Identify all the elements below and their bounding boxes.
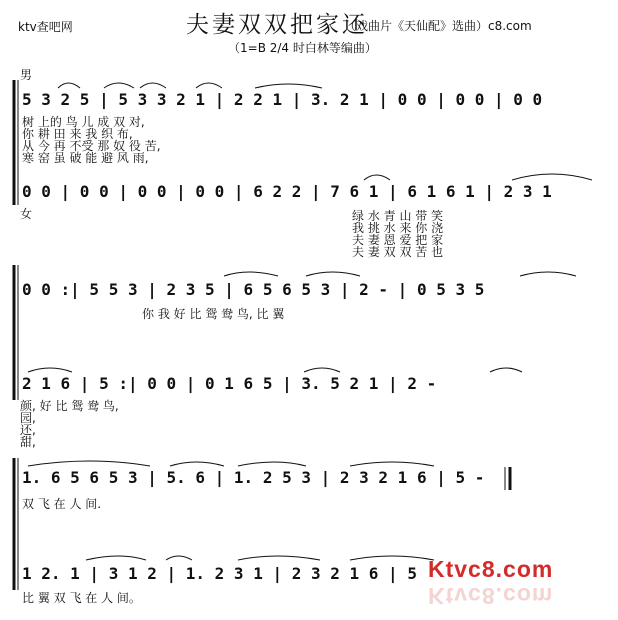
male-part-label: 男 [20, 68, 33, 82]
female-lyric-verse-2: 我 挑 水 来 你 浇 [352, 221, 444, 235]
duet-lyric-row-3: 比 翼 双 飞 在 人 间。 [22, 591, 141, 605]
song-key-and-arranger: （1=B 2/4 时白林等编曲） [228, 41, 377, 55]
male-melody-row-2: 0 0 :| 5 5 3 | 2 3 5 | 6 5 6 5 3 | 2 - | 0 5 3 5 [22, 280, 485, 299]
male-melody-row-1: 5 3 2 5 | 5 3 3 2 1 | 2 2 1 | 3. 2 1 | 0 0 | 0 0 | 0 0 [22, 90, 543, 109]
duet-melody-row-3: 1 2. 1 | 3 1 2 | 1. 2 3 1 | 2 3 2 1 6 | 5 [22, 564, 417, 583]
female-lyric-row-2-verse-3: 还, [20, 423, 36, 437]
male-lyric-verse-2: 你 耕 田 来 我 织 布, [22, 127, 133, 141]
site-name: ktv查吧网 [18, 20, 73, 34]
watermark-logo [428, 556, 594, 609]
song-source-note: （戏曲片《天仙配》选曲）c8.com [344, 19, 532, 33]
female-lyric-verse-4: 夫 妻 双 双 苦 也 [352, 245, 444, 259]
male-lyric-row-3: 双 飞 在 人 间. [22, 497, 102, 511]
female-lyric-row-2-verse-4: 甜, [20, 435, 36, 449]
female-part-label: 女 [20, 207, 33, 221]
male-lyric-verse-4: 寒 窑 虽 破 能 避 风 雨, [22, 151, 149, 165]
female-lyric-row-2-verse-1: 颜, 好 比 鸳 鸯 鸟, [20, 399, 119, 413]
female-lyric-row-2-verse-2: 园, [20, 411, 36, 425]
song-title: 夫妻双双把家还 [186, 12, 368, 38]
male-lyric-verse-1: 树 上的 鸟 儿 成 双 对, [22, 115, 145, 129]
male-lyric-row-2: 你 我 好 比 鸳 鸯 鸟, 比 翼 [142, 307, 285, 321]
female-lyric-verse-3: 夫 妻 恩 爱 把 家 [352, 233, 444, 247]
male-lyric-verse-3: 从 今 再 不受 那 奴 役 苦, [22, 139, 161, 153]
female-lyric-verse-1: 绿 水 青 山 带 笑 [352, 209, 444, 223]
female-melody-row-1: 0 0 | 0 0 | 0 0 | 0 0 | 6 2 2 | 7 6 1 | 6 1 6 1 | 2 3 1 [22, 182, 552, 201]
watermark-text: Ktvc8.com [428, 556, 554, 582]
male-melody-row-3: 1. 6 5 6 5 3 | 5. 6 | 1. 2 5 3 | 2 3 2 1 6 | 5 - [22, 468, 485, 487]
watermark-reflection: Ktvc8.com [428, 583, 554, 609]
female-melody-row-2: 2 1 6 | 5 :| 0 0 | 0 1 6 5 | 3. 5 2 1 | 2 - [22, 374, 437, 393]
